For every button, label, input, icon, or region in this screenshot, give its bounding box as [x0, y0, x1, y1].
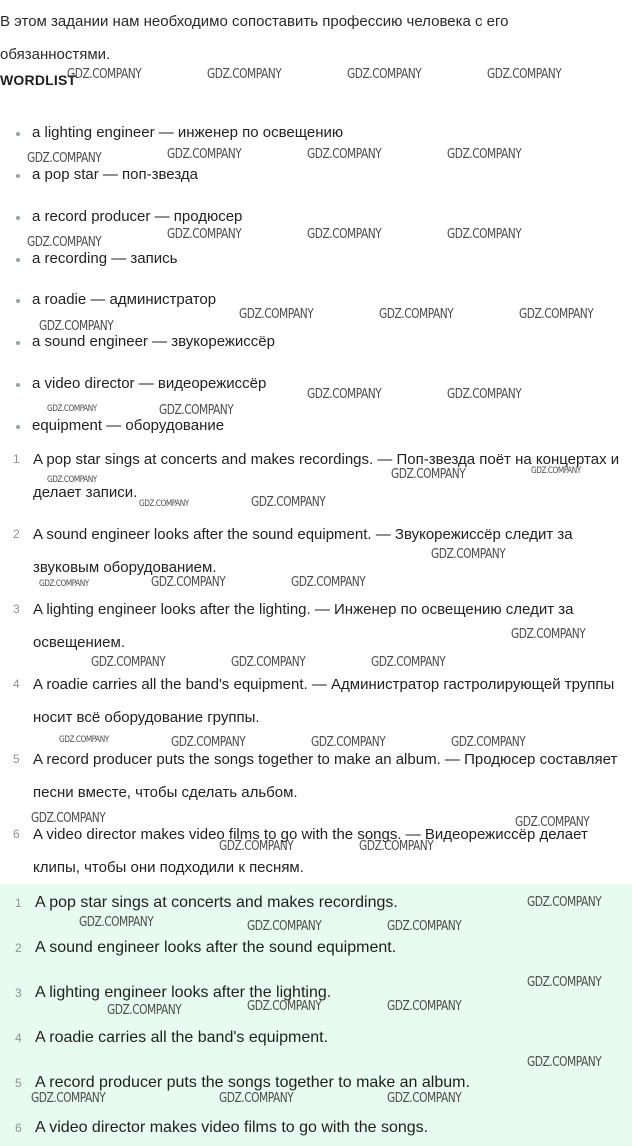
- item-number: 5: [13, 752, 20, 766]
- watermark-text: GDZ.COMPANY: [167, 147, 242, 162]
- watermark-text: GDZ.COMPANY: [347, 67, 422, 82]
- item-number: 5: [15, 1076, 22, 1090]
- wordlist-item-text: a lighting engineer — инженер по освещению: [32, 124, 344, 141]
- watermark-text: GDZ.COMPANY: [291, 575, 366, 590]
- wordlist-item: [32, 375, 266, 392]
- item-text: A sound engineer looks after the sound equipment. — Звукорежиссёр следит за звуковым оборудованием.: [33, 526, 573, 576]
- watermark-text: GDZ.COMPANY: [451, 735, 526, 750]
- watermark-text: GDZ.COMPANY: [527, 1055, 602, 1070]
- watermark-text: GDZ.COMPANY: [251, 495, 326, 510]
- watermark-text: GDZ.COMPANY: [91, 655, 166, 670]
- watermark-text: GDZ.COMPANY: [359, 839, 434, 854]
- item-number: 1: [13, 452, 20, 466]
- watermark-text: GDZ.COMPANY: [27, 151, 102, 166]
- watermark-text: GDZ.COMPANY: [307, 387, 382, 402]
- bullet-icon: [16, 425, 20, 429]
- bullet-icon: [16, 258, 20, 262]
- wordlist-item: [32, 166, 198, 183]
- item-text: A lighting engineer looks after the lighting. — Инженер по освещению следит за освещением.: [33, 601, 574, 651]
- bullet-icon: [16, 132, 20, 136]
- watermark-text: GDZ.COMPANY: [515, 815, 590, 830]
- item-text: A roadie carries all the band's equipment. — Администратор гастролирующей труппы носит всё оборудование группы.: [33, 676, 615, 726]
- item-text: A record producer puts the songs together to make an album. — Продюсер составляет песни вместе, чтобы сделать альбом.: [33, 751, 618, 801]
- item-text: A record producer puts the songs together to make an album.: [35, 1074, 470, 1091]
- watermark-text: GDZ.COMPANY: [171, 735, 246, 750]
- wordlist-item-text: equipment — оборудование: [32, 417, 225, 434]
- watermark-text: GDZ.COMPANY: [371, 655, 446, 670]
- watermark-text: GDZ.COMPANY: [431, 547, 506, 562]
- item-text: A pop star sings at concerts and makes recordings. — Поп-звезда поёт на концертах и делает записи.: [33, 451, 620, 501]
- wordlist-item: [32, 250, 177, 267]
- item-number: 4: [15, 1031, 22, 1045]
- watermark-text: GDZ.COMPANY: [47, 475, 97, 485]
- watermark-text: GDZ.COMPANY: [511, 627, 586, 642]
- watermark-text: GDZ.COMPANY: [159, 403, 234, 418]
- watermark-text: GDZ.COMPANY: [67, 67, 142, 82]
- watermark-text: GDZ.COMPANY: [487, 67, 562, 82]
- watermark-text: GDZ.COMPANY: [307, 227, 382, 242]
- bullet-icon: [16, 299, 20, 303]
- watermark-text: GDZ.COMPANY: [519, 307, 594, 322]
- wordlist-item: [32, 333, 275, 350]
- watermark-text: GDZ.COMPANY: [247, 919, 322, 934]
- watermark-text: GDZ.COMPANY: [531, 466, 581, 476]
- wordlist-item-text: a video director — видеорежиссёр: [32, 375, 267, 392]
- watermark-text: GDZ.COMPANY: [527, 895, 602, 910]
- watermark-text: GDZ.COMPANY: [207, 67, 282, 82]
- wordlist-item-text: a sound engineer — звукорежиссёр: [32, 333, 275, 350]
- watermark-text: GDZ.COMPANY: [387, 1091, 462, 1106]
- item-number: 6: [15, 1121, 22, 1135]
- wordlist-item: [32, 291, 216, 308]
- watermark-text: GDZ.COMPANY: [379, 307, 454, 322]
- watermark-text: GDZ.COMPANY: [59, 735, 109, 745]
- wordlist-item: [32, 208, 242, 225]
- watermark-text: GDZ.COMPANY: [387, 999, 462, 1014]
- watermark-text: GDZ.COMPANY: [27, 235, 102, 250]
- item-text: A pop star sings at concerts and makes recordings.: [35, 894, 398, 911]
- item-text: A lighting engineer looks after the lighting.: [35, 984, 332, 1001]
- watermark-text: GDZ.COMPANY: [447, 227, 522, 242]
- watermark-text: GDZ.COMPANY: [307, 147, 382, 162]
- item-text: A video director makes video films to go with the songs.: [35, 1119, 429, 1136]
- bullet-icon: [16, 174, 20, 178]
- watermark-text: GDZ.COMPANY: [39, 579, 89, 589]
- watermark-text: GDZ.COMPANY: [219, 839, 294, 854]
- wordlist-item-text: a recording — запись: [32, 250, 178, 267]
- watermark-text: GDZ.COMPANY: [311, 735, 386, 750]
- item-number: 2: [15, 941, 22, 955]
- translation-item: [0, 743, 620, 809]
- item-text: A sound engineer looks after the sound equipment.: [35, 939, 397, 956]
- wordlist-item-text: a pop star — поп-звезда: [32, 166, 198, 183]
- watermark-text: GDZ.COMPANY: [31, 811, 106, 826]
- watermark-text: GDZ.COMPANY: [151, 575, 226, 590]
- watermark-text: GDZ.COMPANY: [247, 999, 322, 1014]
- item-text: A roadie carries all the band's equipment.: [35, 1029, 329, 1046]
- wordlist-heading: WORDLIST: [0, 72, 77, 88]
- watermark-text: GDZ.COMPANY: [387, 919, 462, 934]
- bullet-icon: [16, 341, 20, 345]
- translation-item: [0, 593, 620, 659]
- watermark-text: GDZ.COMPANY: [391, 467, 466, 482]
- wordlist-item-text: a roadie — администратор: [32, 291, 217, 308]
- watermark-text: GDZ.COMPANY: [31, 1091, 106, 1106]
- watermark-text: GDZ.COMPANY: [47, 404, 97, 414]
- translation-item: [0, 668, 620, 734]
- watermark-text: GDZ.COMPANY: [447, 387, 522, 402]
- watermark-text: GDZ.COMPANY: [447, 147, 522, 162]
- watermark-text: GDZ.COMPANY: [239, 307, 314, 322]
- item-number: 3: [15, 986, 22, 1000]
- item-number: 1: [15, 896, 22, 910]
- watermark-text: GDZ.COMPANY: [39, 319, 114, 334]
- bullet-icon: [16, 383, 20, 387]
- intro-text: В этом задании нам необходимо сопоставить профессию человека с его обязанностями.: [0, 13, 509, 63]
- item-number: 3: [13, 602, 20, 616]
- item-number: 4: [13, 677, 20, 691]
- wordlist-item: [32, 124, 343, 141]
- watermark-text: GDZ.COMPANY: [527, 975, 602, 990]
- item-number: 6: [13, 827, 20, 841]
- bullet-icon: [16, 216, 20, 220]
- wordlist-item-text: a record producer — продюсер: [32, 208, 243, 225]
- watermark-text: GDZ.COMPANY: [167, 227, 242, 242]
- watermark-text: GDZ.COMPANY: [139, 499, 189, 509]
- wordlist-item: [32, 417, 224, 434]
- watermark-text: GDZ.COMPANY: [79, 915, 154, 930]
- watermark-text: GDZ.COMPANY: [107, 1003, 182, 1018]
- item-number: 2: [13, 527, 20, 541]
- watermark-text: GDZ.COMPANY: [231, 655, 306, 670]
- watermark-text: GDZ.COMPANY: [219, 1091, 294, 1106]
- item-text: A video director makes video films to go with the songs. — Видеорежиссёр делает клипы, чтобы они подходили к песням.: [33, 826, 588, 876]
